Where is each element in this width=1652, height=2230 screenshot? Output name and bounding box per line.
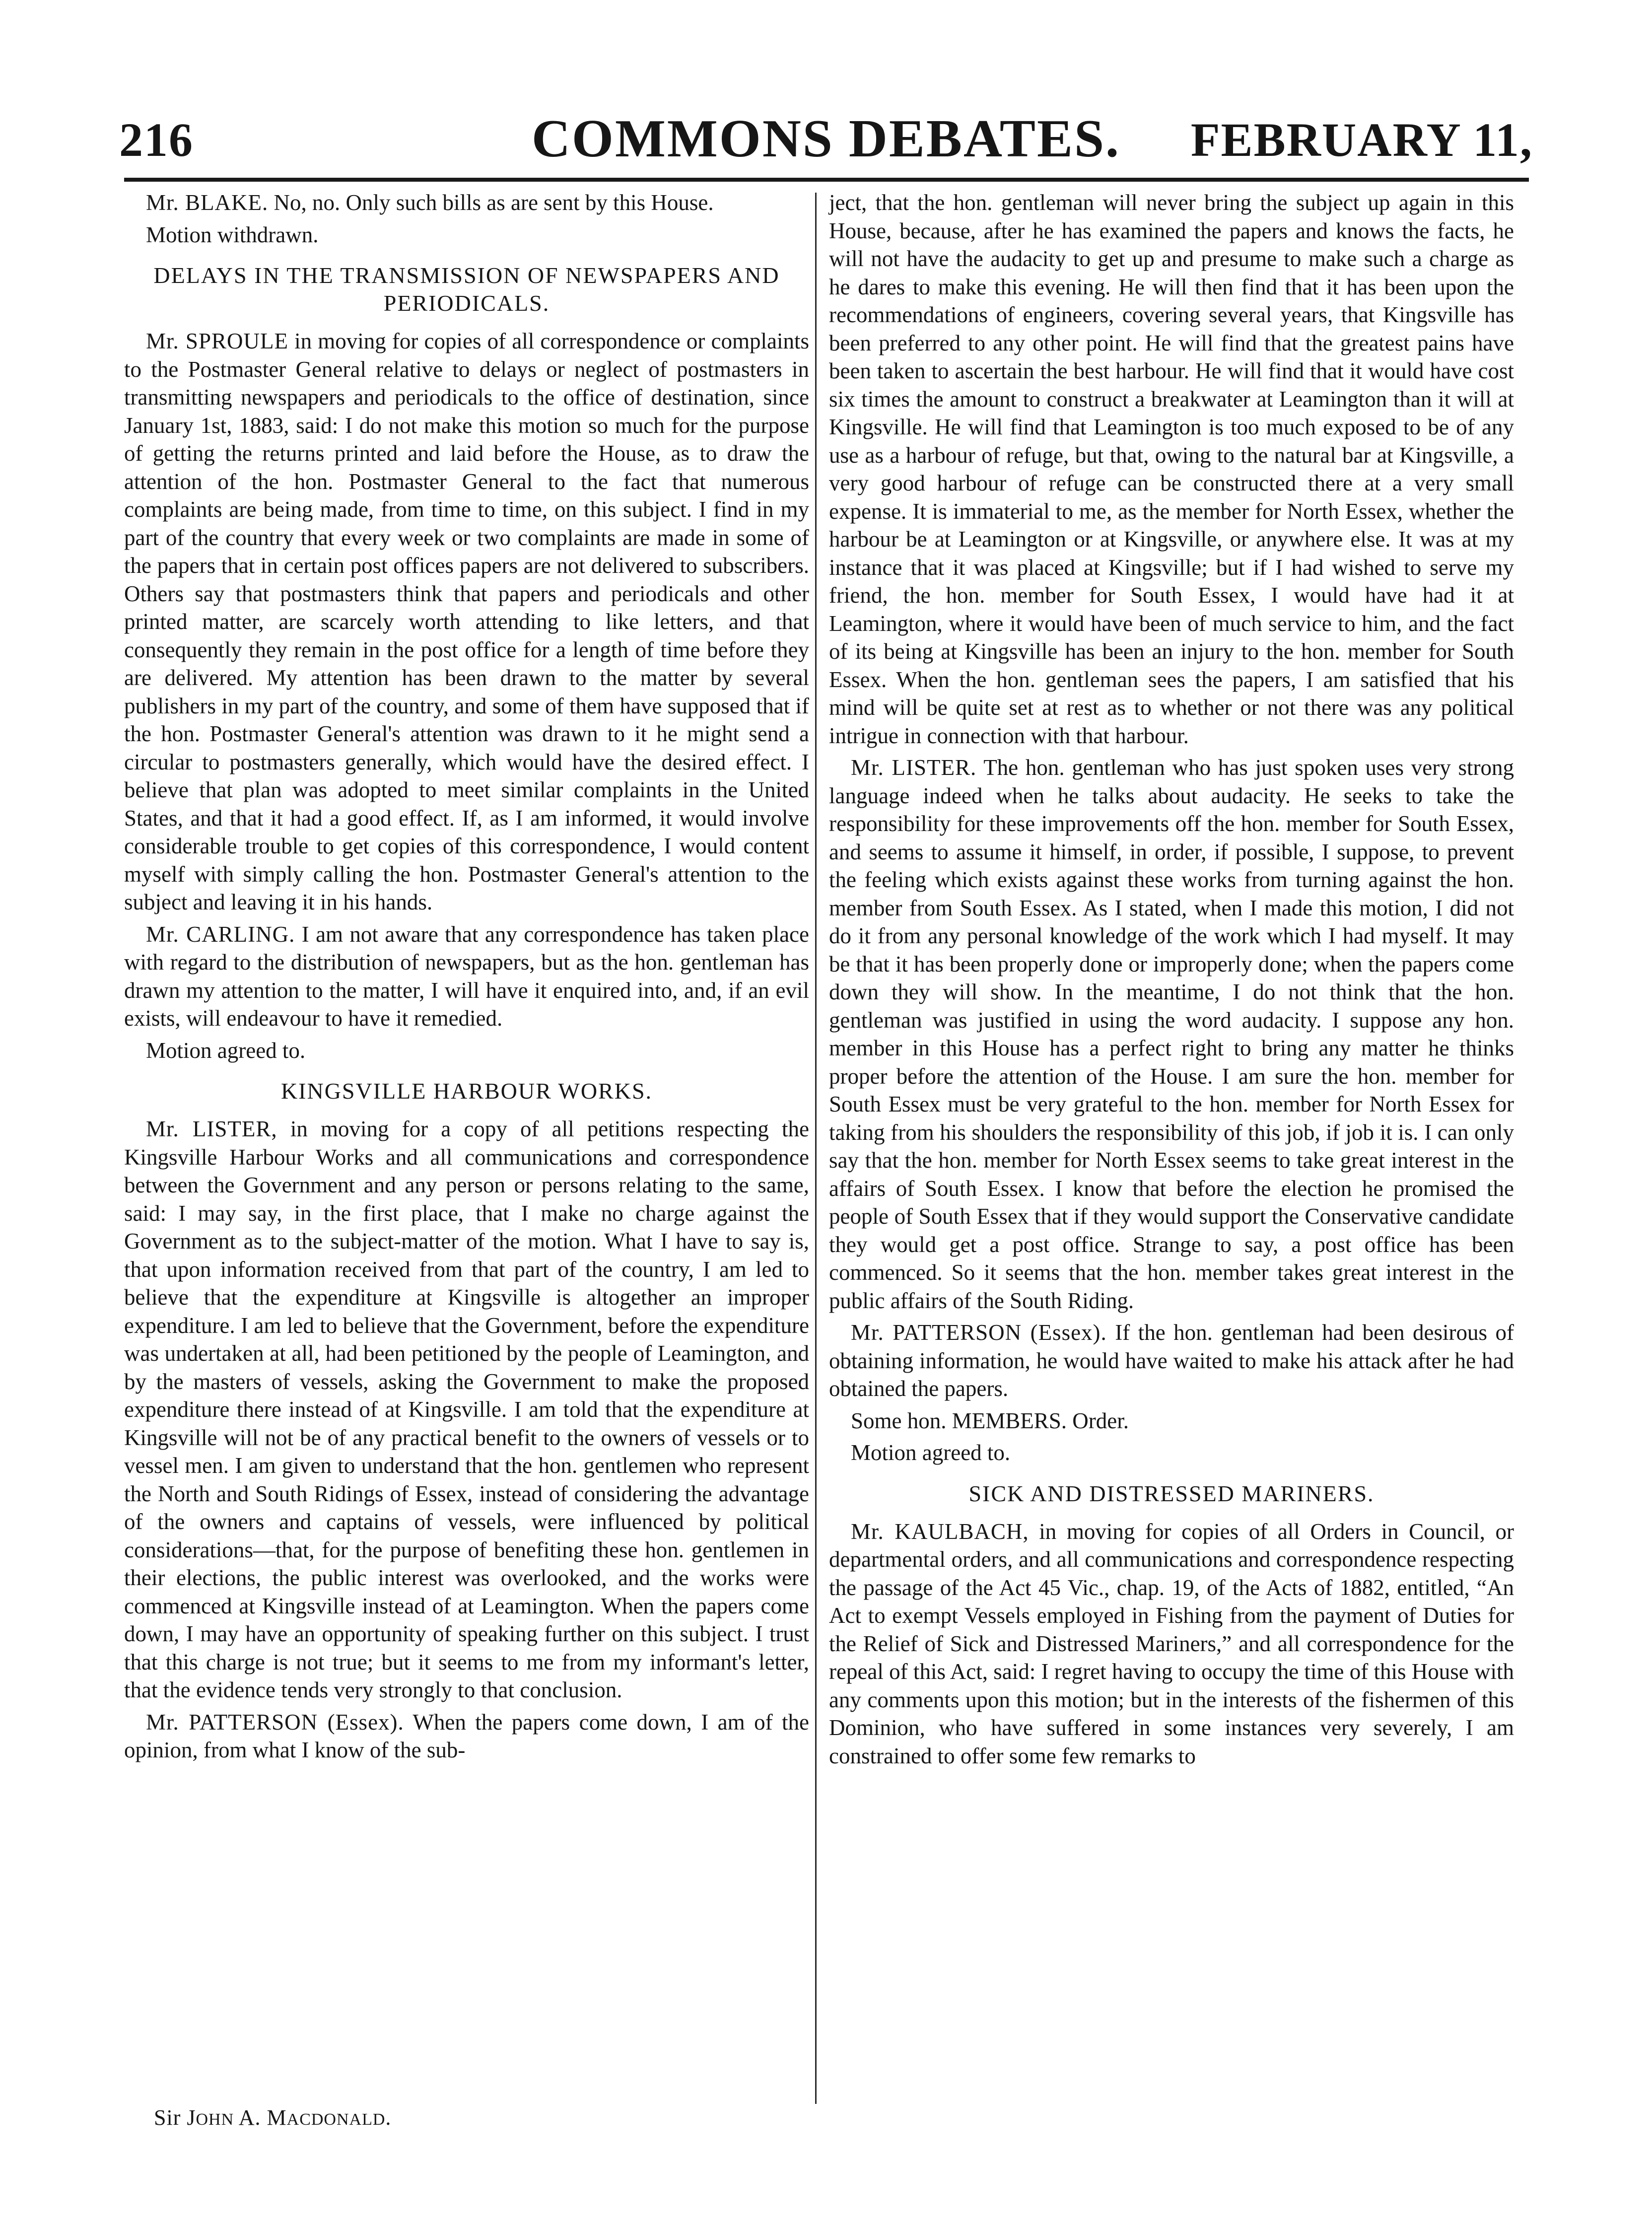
page-footer (154, 2105, 391, 2130)
paragraph (124, 189, 809, 217)
column-divider (815, 193, 817, 2104)
footer-suffix: . (385, 2105, 392, 2130)
page-date: FEBRUARY 11, (1190, 113, 1533, 166)
section-heading: SICK AND DISTRESSED MARINERS. (968, 1480, 1375, 1506)
page-title: COMMONS DEBATES. (531, 109, 1121, 168)
footer-smallcaps: ACDONALD (286, 2110, 386, 2129)
speaker-name: Mr. LISTER. (851, 755, 977, 780)
page-header (119, 105, 1533, 170)
footer-initial: J (187, 2105, 196, 2130)
speaker-name: Mr. PATTERSON (Essex). (146, 1709, 404, 1735)
paragraph: Motion agreed to. (851, 1440, 1011, 1465)
footer-smallcaps: OHN (196, 2110, 234, 2129)
paragraph-text: I am not aware that any correspondence has taken place with regard to the distribution of newspapers, but as the hon. gentleman has drawn my attention to the matter, I will have it enquired into, and, if an evil exists, will endeavour to have it remedied. (124, 921, 809, 1031)
paragraph-text: in moving for copies of all correspondence or complaints to the Postmaster General relative to delays or neglect of postmasters in transmitting newspapers and periodicals to the office of destination, since January 1st, 1883, said: I do not make this motion so much for the purpose of getting the returns printed and laid before the House, as to draw the attention of the hon. Postmaster General to the fact that numerous complaints are being made, from time to time, on this subject. I find in my part of the country that every week or two complaints are made in some of the papers that in certain post offices papers are not delivered to subscribers. Others say that postmasters think that papers and periodicals and other printed matter, are scarcely worth attending to like letters, and that consequently they remain in the post office for a length of time before they are delivered. My attention has been drawn to the matter by several publishers in my part of the country, and some of them have supposed that if the hon. Postmaster General's attention was drawn to it he might send a circular to postmasters generally, which would have the desired effect. I believe that plan was adopted to meet similar complaints in the United States, and that it had a good effect. If, as I am informed, it would involve considerable trouble to get copies of this correspondence, I would content myself with simply calling the hon. Postmaster General's attention to the subject and leaving it in his hands. (124, 329, 809, 914)
paragraph-text: If the hon. gentleman had been desirous of obtaining information, he would have waited to make his attack after he had obtained the papers. (829, 1320, 1514, 1401)
paragraph (124, 327, 809, 916)
speaker-name: Mr. SPROULE (146, 329, 288, 353)
paragraph (829, 1319, 1514, 1403)
footer-prefix: Sir (154, 2105, 187, 2130)
paragraph: Motion withdrawn. (146, 222, 319, 247)
speaker-name: Mr. KAULBACH, (851, 1519, 1029, 1544)
paragraph-text: No, no. Only such bills as are sent by this House. (268, 190, 714, 215)
paragraph: Motion agreed to. (146, 1038, 306, 1063)
paragraph-text: When the papers come down, I am of the opinion, from what I know of the sub- (124, 1709, 809, 1762)
paragraph (124, 1708, 809, 1764)
header-rule (124, 178, 1529, 182)
paragraph: ject, that the hon. gentleman will never bring the subject up again in this House, because, after he has examined the papers and knows the facts, he will not have the audacity to get up and presume to make such a charge as he dares to make this evening. He will then find that it has been upon the recommendations of engineers, covering several years, that Kingsville has been preferred to any other point. He will find that the greatest pains have been taken to ascertain the best harbour. He will find that it would have cost six times the amount to construct a breakwater at Leamington than it will at Kingsville. He will find that Leamington is too much exposed to be of any use as a harbour of refuge, but that, owing to the natural bar at Kingsville, a very good harbour of refuge can be constructed there at a very small expense. It is immaterial to me, as the member for North Essex, whether the harbour be at Leamington or at Kingsville, or anywhere else. It was at my instance that it was placed at Kingsville; but if I had wished to serve my friend, the hon. member for South Essex, I would have had it at Leamington, where it would have been of much service to him, and the fact of its being at Kingsville has been an injury to the hon. member for South Essex. When the hon. gentleman sees the papers, I am satisfied that his mind will be quite set at rest as to whether or not there was any political intrigue in connection with that harbour. (829, 190, 1514, 748)
paragraph-text: in moving for a copy of all petitions respecting the Kingsville Harbour Works and all communications and correspondence between the Government and any person or persons relating to the same, said: I may say, in the first place, that I make no charge against the Government as to the subject-matter of the motion. What I have to say is, that upon information received from that part of the country, I am led to believe that the expenditure at Kingsville is altogether an improper expenditure. I am led to believe that the Government, before the expenditure was undertaken at all, had been petitioned by the people of Leamington, and by the masters of vessels, asking the Government to make the proposed expenditure there instead of at Kingsville. I am told that the expenditure at Kingsville will not be of any practical benefit to the owners of vessels or to vessel men. I am given to understand that the hon. gentlemen who represent the North and South Ridings of Essex, instead of considering the advantage of the owners and captains of vessels, were influenced by political considerations—that, for the purpose of benefiting these hon. gentlemen in their elections, the public interest was overlooked, and the works were commenced at Kingsville instead of at Leamington. When the papers come down, I may have an opportunity of speaking further on this subject. I trust that this charge is not true; but it seems to me from my informant's letter, that the evidence tends very strongly to that conclusion. (124, 1116, 810, 1702)
footer-middle: A. (234, 2105, 267, 2130)
paragraph (829, 754, 1514, 1315)
speaker-name: Mr. BLAKE. (146, 190, 269, 215)
speaker-name: Mr. CARLING. (146, 921, 295, 947)
speaker-name: Mr. PATTERSON (Essex). (851, 1320, 1107, 1345)
paragraph-text: in moving for copies of all Orders in Council, or departmental orders, and all communications and correspondence respecting the passage of the Act 45 Vic., chap. 19, of the Acts of 1882, entitled, “An Act to exempt Vessels employed in Fishing from the payment of Duties for the Relief of Sick and Distressed Mariners,” and all correspondence for the repeal of this Act, said: I regret having to occupy the time of this House with any comments upon this motion; but in the interests of the fishermen of this Dominion, who have suffered in some instances very severely, I am constrained to offer some few remarks to (829, 1519, 1514, 1768)
right-column (829, 189, 1514, 1774)
speaker-name: Mr. LISTER, (146, 1116, 277, 1141)
paragraph (829, 1518, 1514, 1770)
footer-initial: M (267, 2105, 287, 2130)
section-heading: DELAYS IN THE TRANSMISSION OF NEWSPAPERS AND PERIODICALS. (153, 263, 780, 316)
paragraph (124, 1115, 809, 1704)
paragraph: Some hon. MEMBERS. Order. (851, 1408, 1129, 1433)
page-number: 216 (119, 113, 194, 166)
paragraph-text: The hon. gentleman who has just spoken uses very strong language indeed when he talks about audacity. He seeks to take the responsibility for these improvements off the hon. member for South Essex, and seems to assume it himself, in order, if possible, I suppose, to prevent the feeling which exists against these works from turning against the hon. member from South Essex. As I stated, when I made this motion, I did not do it from any personal knowledge of the work which I had myself. It may be that it has been properly done or improperly done; when the papers come down they will show. In the meantime, I do not think that the hon. gentleman was justified in using the word audacity. I suppose any hon. member in this House has a perfect right to bring any matter he thinks proper before the attention of the House. I am sure the hon. member for South Essex must be very grateful to the hon. member for North Essex for taking from his shoulders the responsibility of this job, if job it is. I can only say that the hon. member for North Essex seems to take great interest in the affairs of South Essex. I know that before the election he promised the people of South Essex that if they would support the Conservative candidate they would get a post office. Strange to say, a post office has been commenced. So it seems that the hon. member takes great interest in the public affairs of the South Riding. (829, 755, 1514, 1313)
paragraph (124, 920, 809, 1033)
left-column (124, 189, 809, 1768)
section-heading: KINGSVILLE HARBOUR WORKS. (280, 1078, 653, 1104)
